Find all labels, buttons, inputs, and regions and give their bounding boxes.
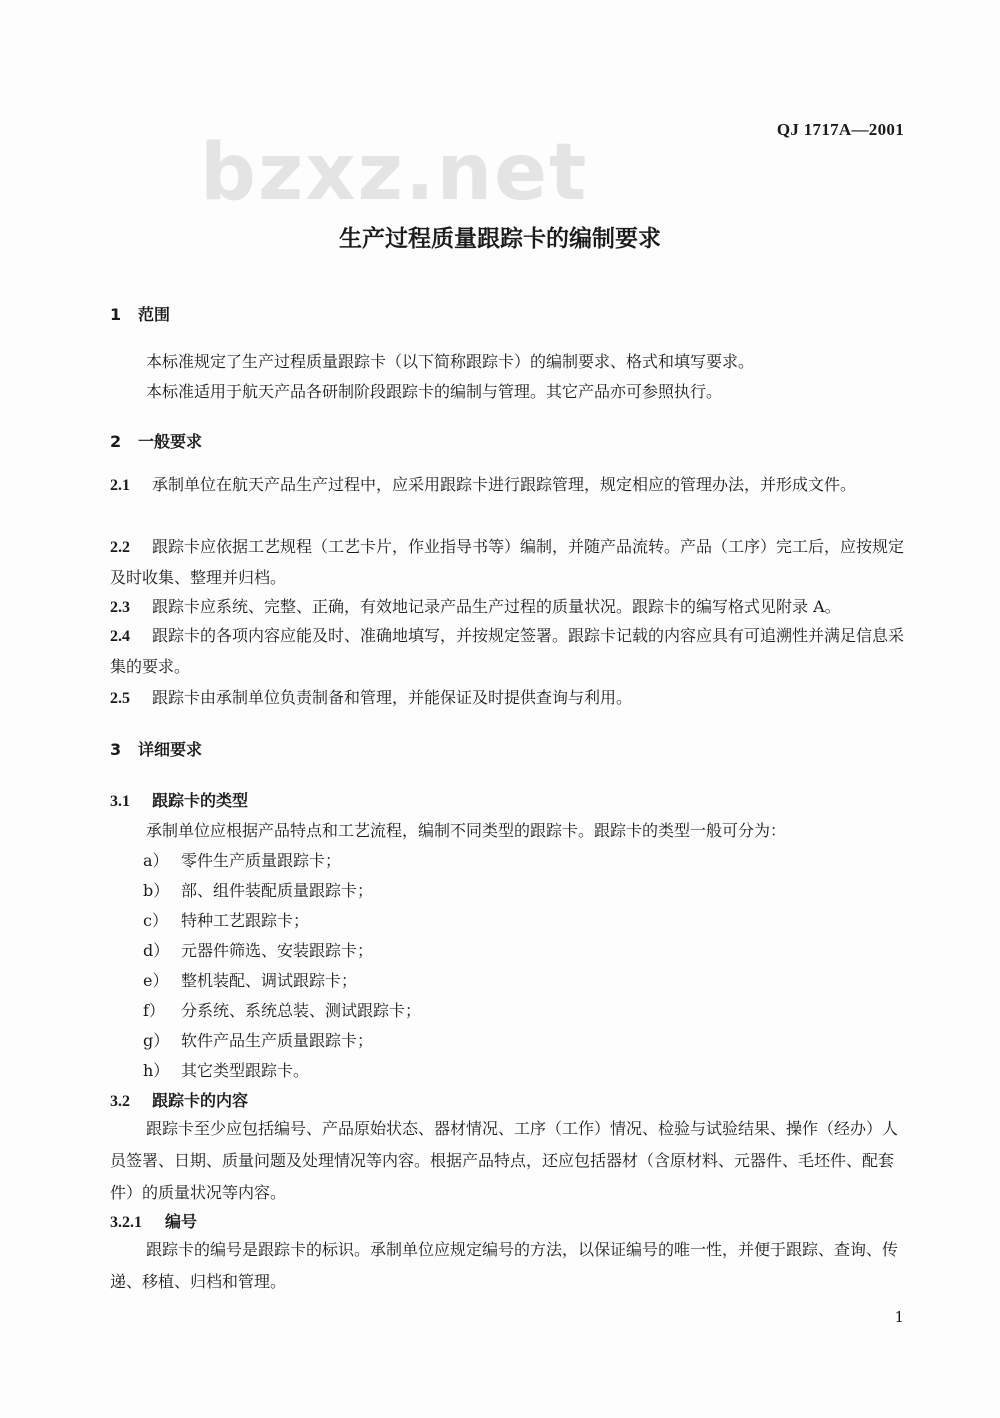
list-item-text: 整机装配、调试跟踪卡； <box>181 971 358 990</box>
list-item <box>143 1028 373 1051</box>
list-item-label: b） <box>143 881 170 900</box>
list-item-label: h） <box>143 1061 170 1080</box>
paragraph: 跟踪卡的编号是跟踪卡的标识。承制单位应规定编号的方法，以保证编号的唯一性，并便于跟踪、查询、传递、移植、归档和管理。 <box>110 1240 899 1291</box>
clause-2-4 <box>110 621 910 682</box>
section-2-heading <box>110 429 202 452</box>
clause-2-1 <box>110 470 910 501</box>
list-item <box>143 1058 309 1081</box>
list-item <box>143 878 373 901</box>
section-number: 3 <box>110 740 122 759</box>
list-item-label: a） <box>143 851 169 870</box>
clause-text: 跟踪卡由承制单位负责制备和管理，并能保证及时提供查询与利用。 <box>152 688 633 707</box>
clause-text: 跟踪卡应依据工艺规程（工艺卡片，作业指导书等）编制，并随产品流转。产品（工序）完工后，应按规定及时收集、整理并归档。 <box>110 537 905 587</box>
section-number: 1 <box>110 305 122 324</box>
list-item-label: c） <box>143 911 168 930</box>
paragraph: 承制单位应根据产品特点和工艺流程，编制不同类型的跟踪卡。跟踪卡的类型一般可分为： <box>146 821 787 840</box>
section-number: 2 <box>110 432 122 451</box>
list-item-text: 特种工艺跟踪卡； <box>181 911 310 930</box>
list-item-label: d） <box>143 941 170 960</box>
list-item-text: 分系统、系统总装、测试跟踪卡； <box>181 1001 422 1020</box>
subsection-3-1-heading <box>110 788 248 811</box>
clause-text: 跟踪卡的各项内容应能及时、准确地填写，并按规定签署。跟踪卡记载的内容应具有可追溯性并满足信息采集的要求。 <box>110 626 905 676</box>
list-item-label: g） <box>143 1031 170 1050</box>
section-title: 一般要求 <box>138 432 203 451</box>
clause-text: 承制单位在航天产品生产过程中，应采用跟踪卡进行跟踪管理，规定相应的管理办法，并形成文件。 <box>152 475 857 494</box>
paragraph: 本标准适用于航天产品各研制阶段跟踪卡的编制与管理。其它产品亦可参照执行。 <box>146 382 723 401</box>
subsection-number: 3.2.1 <box>110 1214 142 1231</box>
list-item-text: 元器件筛选、安装跟踪卡； <box>181 941 374 960</box>
paragraph: 跟踪卡至少应包括编号、产品原始状态、器材情况、工序（工作）情况、检验与试验结果、操作（经办）人员签署、日期、质量问题及处理情况等内容。根据产品特点，还应包括器材（含原材料、元器件、毛坯件、配套件）的质量状况等内容。 <box>110 1119 899 1202</box>
subsection-title: 跟踪卡的类型 <box>152 791 249 810</box>
list-item-text: 零件生产质量跟踪卡； <box>181 851 342 870</box>
clause-2-2 <box>110 532 910 593</box>
section-title: 详细要求 <box>138 740 203 759</box>
clause-number: 2.3 <box>110 599 130 616</box>
list-item <box>143 968 357 991</box>
clause-number: 2.5 <box>110 690 130 707</box>
section-1-heading <box>110 302 170 325</box>
list-item <box>143 938 373 961</box>
subsection-number: 3.2 <box>110 1093 130 1110</box>
subsection-3-2-heading <box>110 1088 248 1111</box>
page-number: 1 <box>894 1308 904 1326</box>
paragraph: 本标准规定了生产过程质量跟踪卡（以下简称跟踪卡）的编制要求、格式和填写要求。 <box>146 352 755 371</box>
subsection-title: 编号 <box>165 1212 198 1231</box>
standard-code: QJ 1717A—2001 <box>776 120 904 139</box>
list-item-text: 部、组件装配质量跟踪卡； <box>181 881 374 900</box>
list-item <box>143 998 421 1021</box>
list-item-label: f） <box>143 1001 165 1020</box>
subsection-3-2-1-heading <box>110 1209 197 1232</box>
section-title: 范围 <box>138 305 171 324</box>
list-item <box>143 908 309 931</box>
subsection-number: 3.1 <box>110 793 130 810</box>
clause-number: 2.1 <box>110 477 130 494</box>
section-3-heading <box>110 737 202 760</box>
list-item-text: 其它类型跟踪卡。 <box>181 1061 310 1080</box>
list-item-label: e） <box>143 971 169 990</box>
subsection-title: 跟踪卡的内容 <box>152 1091 249 1110</box>
clause-2-5 <box>110 683 910 714</box>
clause-text: 跟踪卡应系统、完整、正确，有效地记录产品生产过程的质量状况。跟踪卡的编写格式见附录 A。 <box>152 597 841 616</box>
clause-number: 2.4 <box>110 628 130 645</box>
clause-number: 2.2 <box>110 539 130 556</box>
list-item-text: 软件产品生产质量跟踪卡； <box>181 1031 374 1050</box>
document-title: 生产过程质量跟踪卡的编制要求 <box>339 226 661 252</box>
watermark: bzxz.net <box>200 128 589 218</box>
clause-2-3 <box>110 592 910 623</box>
list-item <box>143 848 341 871</box>
